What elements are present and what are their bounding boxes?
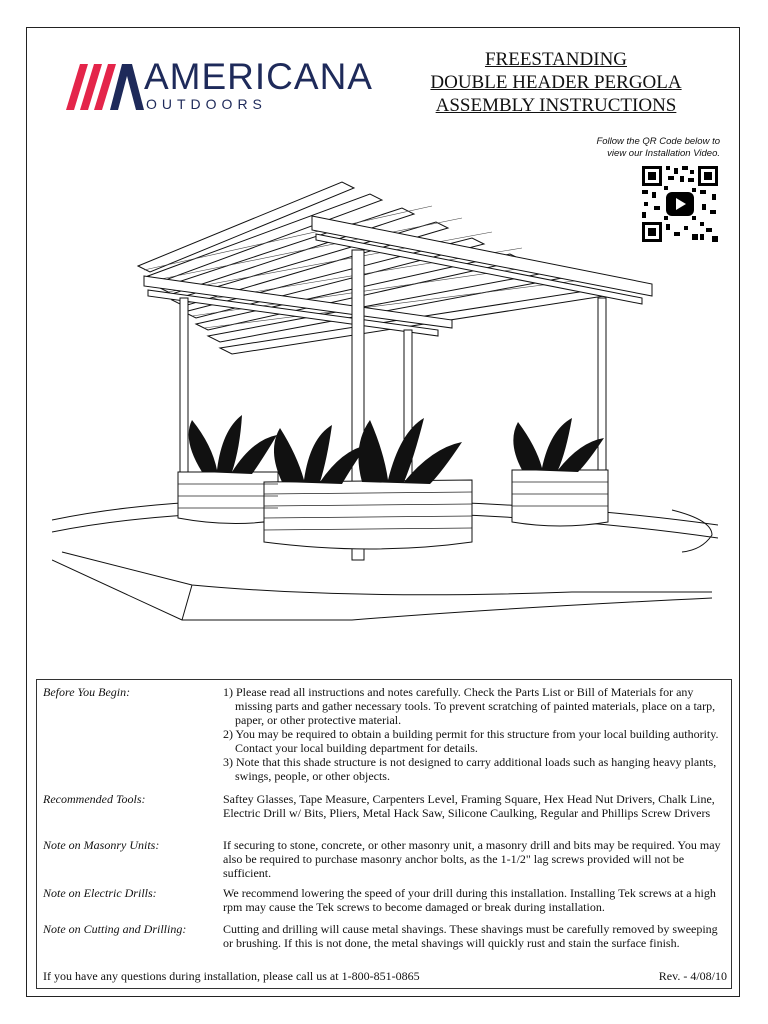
cutting-content: Cutting and drilling will cause metal shavings. These shavings must be carefully removed by sweeping or brushing. If this is not done, the metal shavings will quickly rust and stain the surface finish. — [223, 922, 718, 950]
revision-text: Rev. - 4/08/10 — [658, 969, 727, 983]
drills-label: Note on Electric Drills: — [43, 886, 157, 900]
tools-content: Saftey Glasses, Tape Measure, Carpenters Level, Framing Square, Hex Head Nut Drivers, Chalk Line, Electric Drill w/ Bits, Pliers, Metal Hack Saw, Silicone Caulking, Regular and Phillips Screw Drivers — [223, 792, 715, 820]
before-label: Before You Begin: — [43, 685, 131, 699]
before-item-3: 3) Note that this shade structure is not designed to carry additional loads such as hanging heavy plants, swings, people, or other objects. — [223, 755, 717, 783]
cutting-label: Note on Cutting and Drilling: — [43, 922, 187, 936]
brand-name: AMERICANA — [144, 56, 373, 97]
notes-box — [36, 679, 732, 989]
qr-caption — [560, 136, 720, 160]
before-item-2: 2) You may be required to obtain a building permit for this structure from your local building authority. Contact your local building department for details. — [223, 727, 719, 755]
contact-text: If you have any questions during installation, please call us at 1-800-851-0865 — [43, 969, 420, 983]
drills-content: We recommend lowering the speed of your drill during this installation. Installing Tek screws at a high rpm may cause the Tek screws to become damaged or break during installation. — [223, 886, 716, 914]
masonry-content: If securing to stone, concrete, or other masonry unit, a masonry drill and bits may be required. You may also be required to purchase masonry anchor bolts, as the 1-1/2" lag screws provided will not be sufficient. — [223, 838, 721, 880]
footer — [43, 969, 727, 983]
qr-caption-line-1: Follow the QR Code below to — [596, 136, 720, 147]
before-content — [223, 685, 723, 783]
qr-caption-line-2: view our Installation Video. — [607, 148, 720, 159]
title-line-2: DOUBLE HEADER PERGOLA — [430, 72, 682, 93]
tools-label: Recommended Tools: — [43, 792, 146, 806]
title-line-1: FREESTANDING — [484, 49, 628, 70]
before-item-1: 1) Please read all instructions and notes carefully. Check the Parts List or Bill of Materials for any missing parts and gather necessary tools. To prevent scratching of painted materials, place on a tarp, paper, or other protective material. — [223, 685, 716, 727]
brand-subtitle: OUTDOORS — [146, 96, 267, 112]
masonry-label: Note on Masonry Units: — [43, 838, 160, 852]
title-line-3: ASSEMBLY INSTRUCTIONS — [435, 95, 677, 116]
document-title — [408, 48, 704, 117]
pergola-illustration — [52, 180, 718, 630]
